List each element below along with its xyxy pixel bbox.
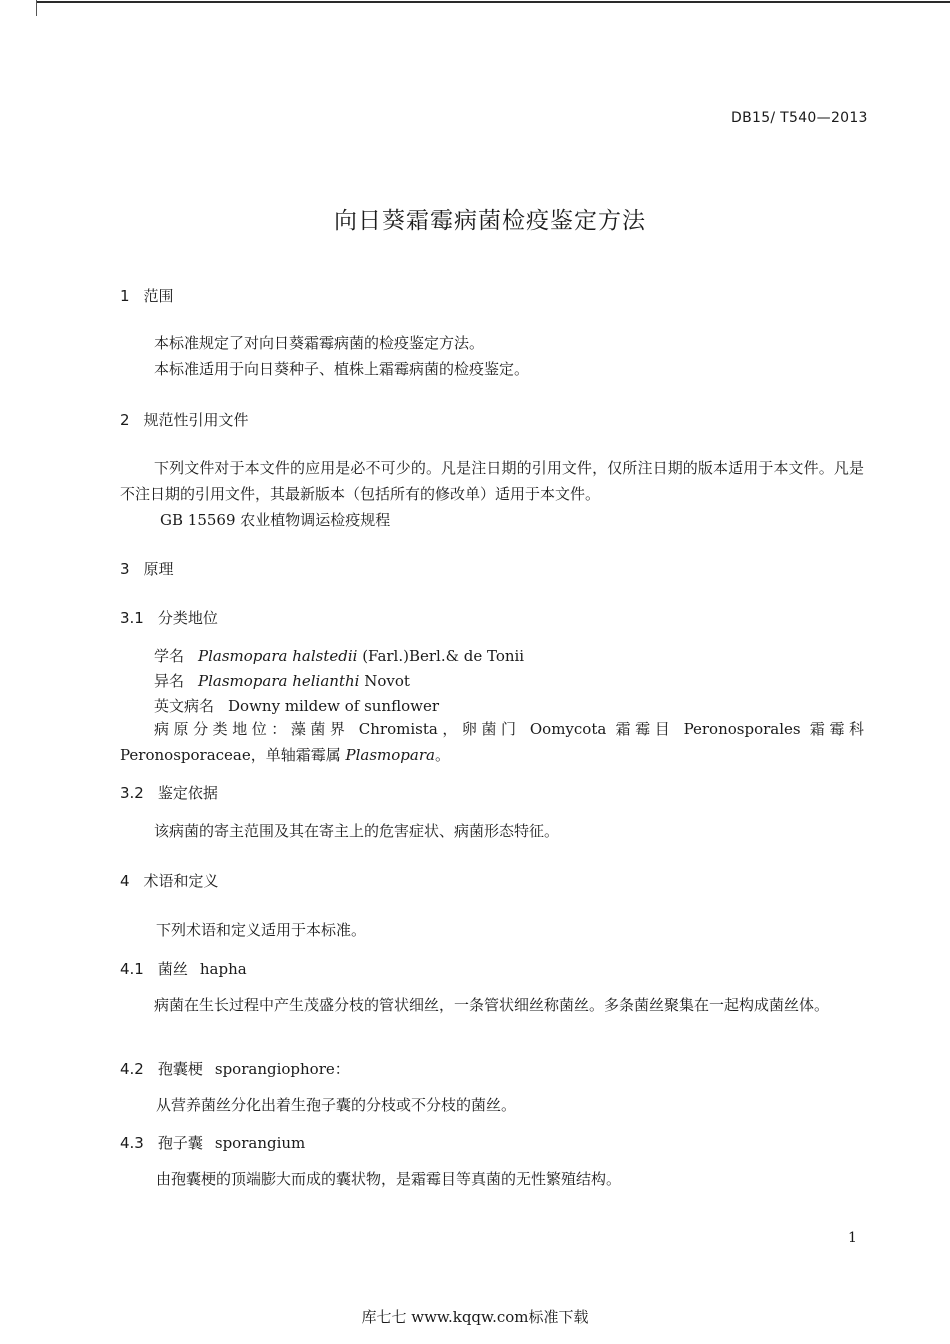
page-number: 1 bbox=[848, 1230, 857, 1246]
english-name-line bbox=[154, 695, 439, 716]
section-4-3-definition: 由孢囊梗的顶端膨大而成的囊状物，是霜霉目等真菌的无性繁殖结构。 bbox=[156, 1170, 622, 1188]
scientific-name: Plasmopara halstedii bbox=[198, 647, 358, 665]
label: 英文病名 bbox=[154, 697, 215, 715]
section-number: 4 bbox=[120, 872, 130, 890]
genus-name: Plasmopara bbox=[345, 746, 435, 764]
section-1-heading bbox=[120, 285, 174, 306]
normative-reference: GB 15569 农业植物调运检疫规程 bbox=[160, 511, 391, 529]
section-1-line-2: 本标准适用于向日葵种子、植株上霜霉病菌的检疫鉴定。 bbox=[154, 360, 530, 378]
section-3-heading bbox=[120, 558, 174, 579]
section-title: 原理 bbox=[143, 560, 174, 578]
section-title: 鉴定依据 bbox=[157, 784, 218, 802]
term: 孢子囊 bbox=[157, 1134, 203, 1152]
standard-number: DB15/ T540—2013 bbox=[731, 110, 868, 126]
footer-watermark: 库七七 www.kqqw.com标准下载 bbox=[361, 1308, 589, 1326]
label: 异名 bbox=[154, 672, 185, 690]
taxonomy-paragraph bbox=[120, 716, 864, 768]
taxonomy-text: 病原分类地位：藻菌界 Chromista，卵菌门 Oomycota 霜霉目 Peronosporales 霜霉科 Peronosporaceae，单轴霜霉属 bbox=[120, 720, 864, 764]
english-name: Downy mildew of sunflower bbox=[228, 697, 440, 715]
section-1-line-1: 本标准规定了对向日葵霜霉病菌的检疫鉴定方法。 bbox=[154, 334, 485, 352]
section-4-1-definition: 病菌在生长过程中产生茂盛分枝的管状细丝，一条管状细丝称菌丝。多条菌丝聚集在一起构成菌丝体。 bbox=[154, 996, 830, 1014]
section-number: 4.2 bbox=[120, 1060, 144, 1078]
label: 学名 bbox=[154, 647, 185, 665]
authority: Novot bbox=[359, 672, 410, 690]
section-4-heading bbox=[120, 870, 219, 891]
section-4-paragraph: 下列术语和定义适用于本标准。 bbox=[156, 921, 367, 939]
section-3-1-heading bbox=[120, 607, 218, 628]
section-number: 1 bbox=[120, 287, 130, 305]
section-4-3-heading bbox=[120, 1132, 305, 1153]
synonym-name: Plasmopara helianthi bbox=[198, 672, 360, 690]
document-title: 向日葵霜霉病菌检疫鉴定方法 bbox=[334, 208, 646, 234]
scientific-name-line bbox=[154, 645, 524, 666]
section-number: 3 bbox=[120, 560, 130, 578]
section-4-1-heading bbox=[120, 958, 247, 979]
term: 孢囊梗 bbox=[157, 1060, 203, 1078]
section-number: 4.3 bbox=[120, 1134, 144, 1152]
section-title: 术语和定义 bbox=[143, 872, 219, 890]
section-3-2-heading bbox=[120, 782, 218, 803]
section-4-2-definition: 从营养菌丝分化出着生孢子囊的分枝或不分枝的菌丝。 bbox=[156, 1096, 517, 1114]
synonym-line bbox=[154, 670, 410, 691]
section-number: 4.1 bbox=[120, 960, 144, 978]
section-title: 范围 bbox=[143, 287, 174, 305]
section-2-heading bbox=[120, 409, 249, 430]
section-title: 分类地位 bbox=[157, 609, 218, 627]
term-english: hapha bbox=[199, 960, 247, 978]
section-number: 3.2 bbox=[120, 784, 144, 802]
section-4-2-heading bbox=[120, 1058, 350, 1079]
section-3-2-paragraph: 该病菌的寄主范围及其在寄主上的危害症状、病菌形态特征。 bbox=[154, 822, 560, 840]
term: 菌丝 bbox=[157, 960, 188, 978]
scan-border-top bbox=[36, 1, 950, 3]
authority: (Farl.)Berl.& de Tonii bbox=[357, 647, 525, 665]
section-number: 3.1 bbox=[120, 609, 144, 627]
term-english: sporangium bbox=[214, 1134, 306, 1152]
section-title: 规范性引用文件 bbox=[143, 411, 249, 429]
scan-border-left bbox=[36, 0, 37, 16]
term-english: sporangiophore： bbox=[214, 1060, 350, 1078]
section-number: 2 bbox=[120, 411, 130, 429]
section-2-paragraph: 下列文件对于本文件的应用是必不可少的。凡是注日期的引用文件，仅所注日期的版本适用于本文件。凡是不注日期的引用文件，其最新版本（包括所有的修改单）适用于本文件。 bbox=[120, 459, 864, 503]
taxonomy-end: 。 bbox=[434, 746, 450, 764]
